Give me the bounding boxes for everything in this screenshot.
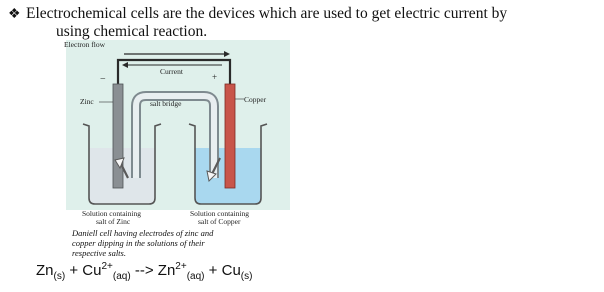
salt-bridge-label: salt bridge xyxy=(150,99,182,108)
eq-cu: Cu xyxy=(82,262,102,279)
bullet-marker: ❖ xyxy=(8,7,21,22)
eq-cu2: Cu xyxy=(221,262,241,279)
copper-label: Copper xyxy=(244,95,267,104)
eq-cu2-state: (s) xyxy=(240,271,253,282)
caption-line-3: respective salts. xyxy=(72,248,126,258)
eq-plus-1: + xyxy=(65,262,83,279)
bullet-text-line-1 xyxy=(8,5,507,23)
right-solution-label-line-2: salt of Copper xyxy=(198,217,241,226)
current-label: Current xyxy=(160,67,183,76)
plus-sign: + xyxy=(212,72,218,82)
eq-zn2: Zn xyxy=(157,262,176,279)
eq-arrow: --> xyxy=(130,262,158,279)
eq-plus-2: + xyxy=(204,262,222,279)
bullet-line-1-text: Electrochemical cells are the devices which are used to get electric current by xyxy=(26,5,508,22)
left-solution-label-line-2: salt of Zinc xyxy=(96,217,131,226)
zinc-rod xyxy=(113,84,123,188)
minus-sign: − xyxy=(100,74,106,85)
bullet-text-line-2: using chemical reaction. xyxy=(56,23,208,40)
caption-line-1: Daniell cell having electrodes of zinc and xyxy=(72,228,214,238)
reaction-equation xyxy=(36,261,252,282)
eq-zn2-state: (aq) xyxy=(186,271,205,282)
eq-zn: Zn xyxy=(36,262,54,279)
eq-cu-state: (aq) xyxy=(112,271,131,282)
copper-rod xyxy=(225,84,235,188)
diagram-caption xyxy=(72,228,272,258)
caption-line-2: copper dipping in the solutions of their xyxy=(72,238,205,248)
eq-cu-charge: 2+ xyxy=(101,261,113,272)
left-solution-label-line-1: Solution containing xyxy=(82,209,141,218)
zinc-label: Zinc xyxy=(80,97,94,106)
right-solution-label-line-1: Solution containing xyxy=(190,209,249,218)
daniell-cell-diagram xyxy=(62,38,294,228)
electron-flow-label: Electron flow xyxy=(64,40,106,49)
eq-zn2-charge: 2+ xyxy=(175,261,187,272)
eq-zn-state: (s) xyxy=(53,271,66,282)
